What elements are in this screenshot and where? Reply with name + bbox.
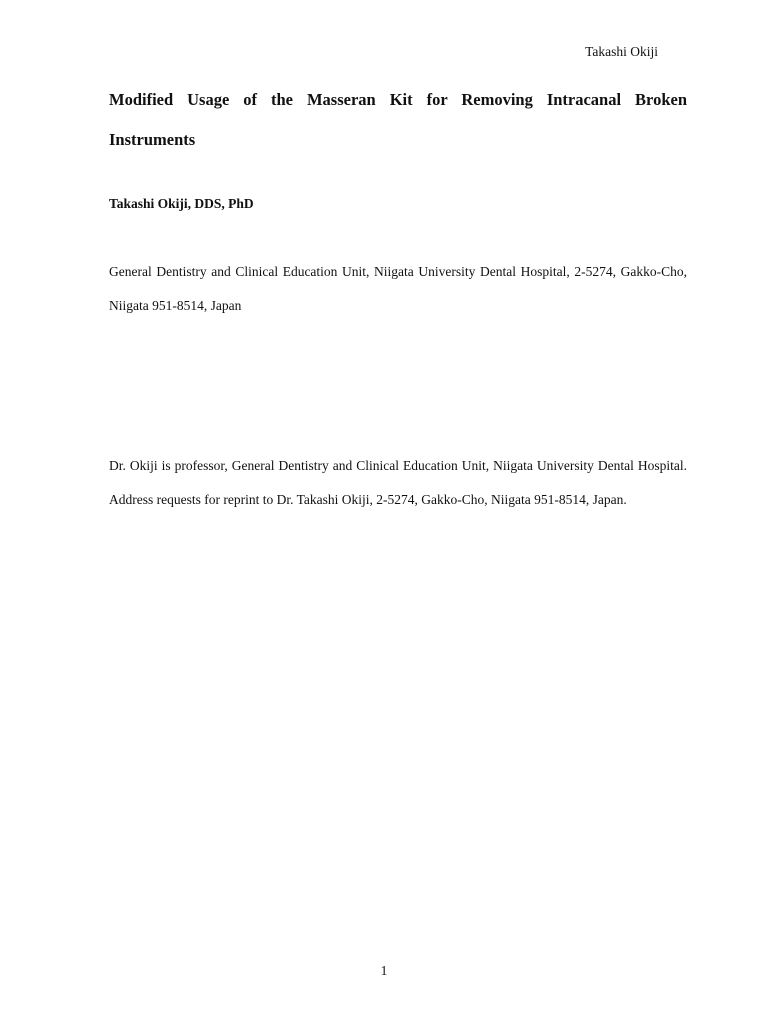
article-title: Modified Usage of the Masseran Kit for Removing Intracanal Broken Instruments — [109, 90, 687, 149]
page-number: 1 — [380, 963, 388, 978]
author-bio: Dr. Okiji is professor, General Dentistry and Clinical Education Unit, Niigata University Dental Hospital. Address requests for reprint to Dr. Takashi Okiji, 2-5274, Gakko-Cho, Niigata 951-8514, Japan. — [109, 458, 687, 507]
author-affiliation: General Dentistry and Clinical Education Unit, Niigata University Dental Hospital, 2-5274, Gakko-Cho, Niigata 951-8514, Japan — [109, 264, 687, 313]
running-header-author: Takashi Okiji — [585, 44, 658, 59]
author-line: Takashi Okiji, DDS, PhD — [109, 196, 254, 211]
